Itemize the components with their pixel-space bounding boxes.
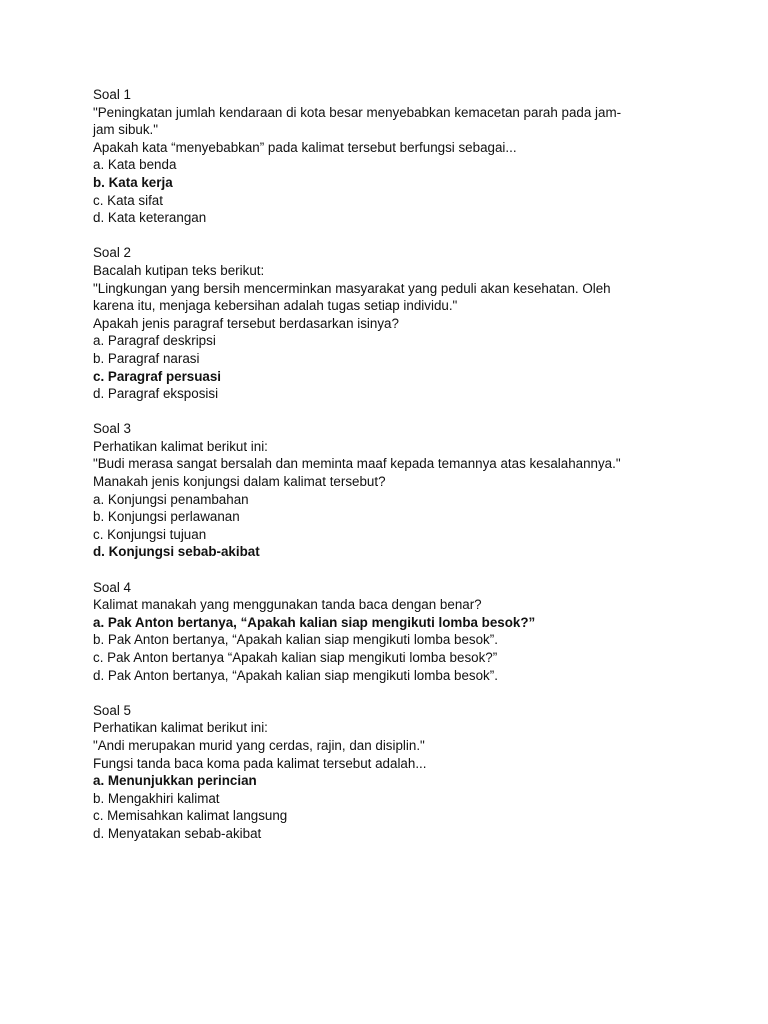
question-text: Apakah kata “menyebabkan” pada kalimat tersebut berfungsi sebagai... bbox=[93, 139, 517, 155]
document-page bbox=[93, 86, 713, 860]
answer-option-b: b. Pak Anton bertanya, “Apakah kalian siap mengikuti lomba besok”. bbox=[93, 632, 498, 648]
answer-option-a: a. Pak Anton bertanya, “Apakah kalian siap mengikuti lomba besok?” bbox=[93, 614, 536, 630]
question-text: "Lingkungan yang bersih mencerminkan masyarakat yang peduli akan kesehatan. Oleh bbox=[93, 280, 611, 296]
question-text: Perhatikan kalimat berikut ini: bbox=[93, 438, 268, 454]
answer-options bbox=[93, 332, 713, 402]
question-title: Soal 4 bbox=[93, 579, 131, 595]
answer-option-c: c. Paragraf persuasi bbox=[93, 368, 222, 384]
question-title: Soal 2 bbox=[93, 245, 131, 261]
question-title: Soal 1 bbox=[93, 87, 131, 102]
answer-option-c: c. Pak Anton bertanya “Apakah kalian siap mengikuti lomba besok?” bbox=[93, 650, 498, 665]
answer-option-a: a. Paragraf deskripsi bbox=[93, 333, 216, 349]
answer-option-d: d. Paragraf eksposisi bbox=[93, 386, 219, 402]
question-text: karena itu, menjaga kebersihan adalah tugas setiap individu." bbox=[93, 298, 458, 314]
answer-option-a: a. Menunjukkan perincian bbox=[93, 773, 257, 789]
question-title: Soal 5 bbox=[93, 702, 131, 718]
answer-options bbox=[93, 614, 713, 684]
answer-option-a: a. Kata benda bbox=[93, 157, 177, 173]
question-text: "Budi merasa sangat bersalah dan meminta maaf kepada temannya atas kesalahannya." bbox=[93, 456, 621, 472]
question-4 bbox=[93, 579, 713, 685]
answer-option-c: c. Konjungsi tujuan bbox=[93, 526, 207, 542]
answer-option-d: d. Konjungsi sebab-akibat bbox=[93, 544, 260, 560]
question-2 bbox=[93, 244, 713, 402]
question-title: Soal 3 bbox=[93, 421, 131, 437]
question-text: "Peningkatan jumlah kendaraan di kota besar menyebabkan kemacetan parah pada jam- bbox=[93, 104, 622, 120]
question-text: Manakah jenis konjungsi dalam kalimat tersebut? bbox=[93, 474, 386, 490]
answer-option-b: b. Konjungsi perlawanan bbox=[93, 509, 240, 525]
answer-options bbox=[93, 772, 713, 842]
answer-option-b: b. Kata kerja bbox=[93, 174, 173, 190]
question-text: Perhatikan kalimat berikut ini: bbox=[93, 720, 268, 736]
question-5 bbox=[93, 702, 713, 843]
answer-option-d: d. Menyatakan sebab-akibat bbox=[93, 825, 262, 841]
question-text: "Andi merupakan murid yang cerdas, rajin, dan disiplin." bbox=[93, 737, 425, 753]
answer-options bbox=[93, 491, 713, 561]
answer-options bbox=[93, 156, 713, 226]
question-text: Kalimat manakah yang menggunakan tanda baca dengan benar? bbox=[93, 597, 482, 613]
answer-option-b: b. Paragraf narasi bbox=[93, 350, 200, 366]
answer-option-a: a. Konjungsi penambahan bbox=[93, 491, 249, 507]
question-1 bbox=[93, 86, 713, 227]
answer-option-d: d. Pak Anton bertanya, “Apakah kalian siap mengikuti lomba besok”. bbox=[93, 667, 498, 683]
answer-option-c: c. Memisahkan kalimat langsung bbox=[93, 808, 288, 824]
question-text: Fungsi tanda baca koma pada kalimat tersebut adalah... bbox=[93, 755, 427, 771]
question-3 bbox=[93, 420, 713, 561]
answer-option-d: d. Kata keterangan bbox=[93, 210, 207, 226]
question-text: jam sibuk." bbox=[93, 122, 159, 138]
answer-option-b: b. Mengakhiri kalimat bbox=[93, 790, 220, 806]
question-text: Apakah jenis paragraf tersebut berdasarkan isinya? bbox=[93, 315, 399, 331]
question-text: Bacalah kutipan teks berikut: bbox=[93, 262, 265, 278]
answer-option-c: c. Kata sifat bbox=[93, 192, 163, 208]
